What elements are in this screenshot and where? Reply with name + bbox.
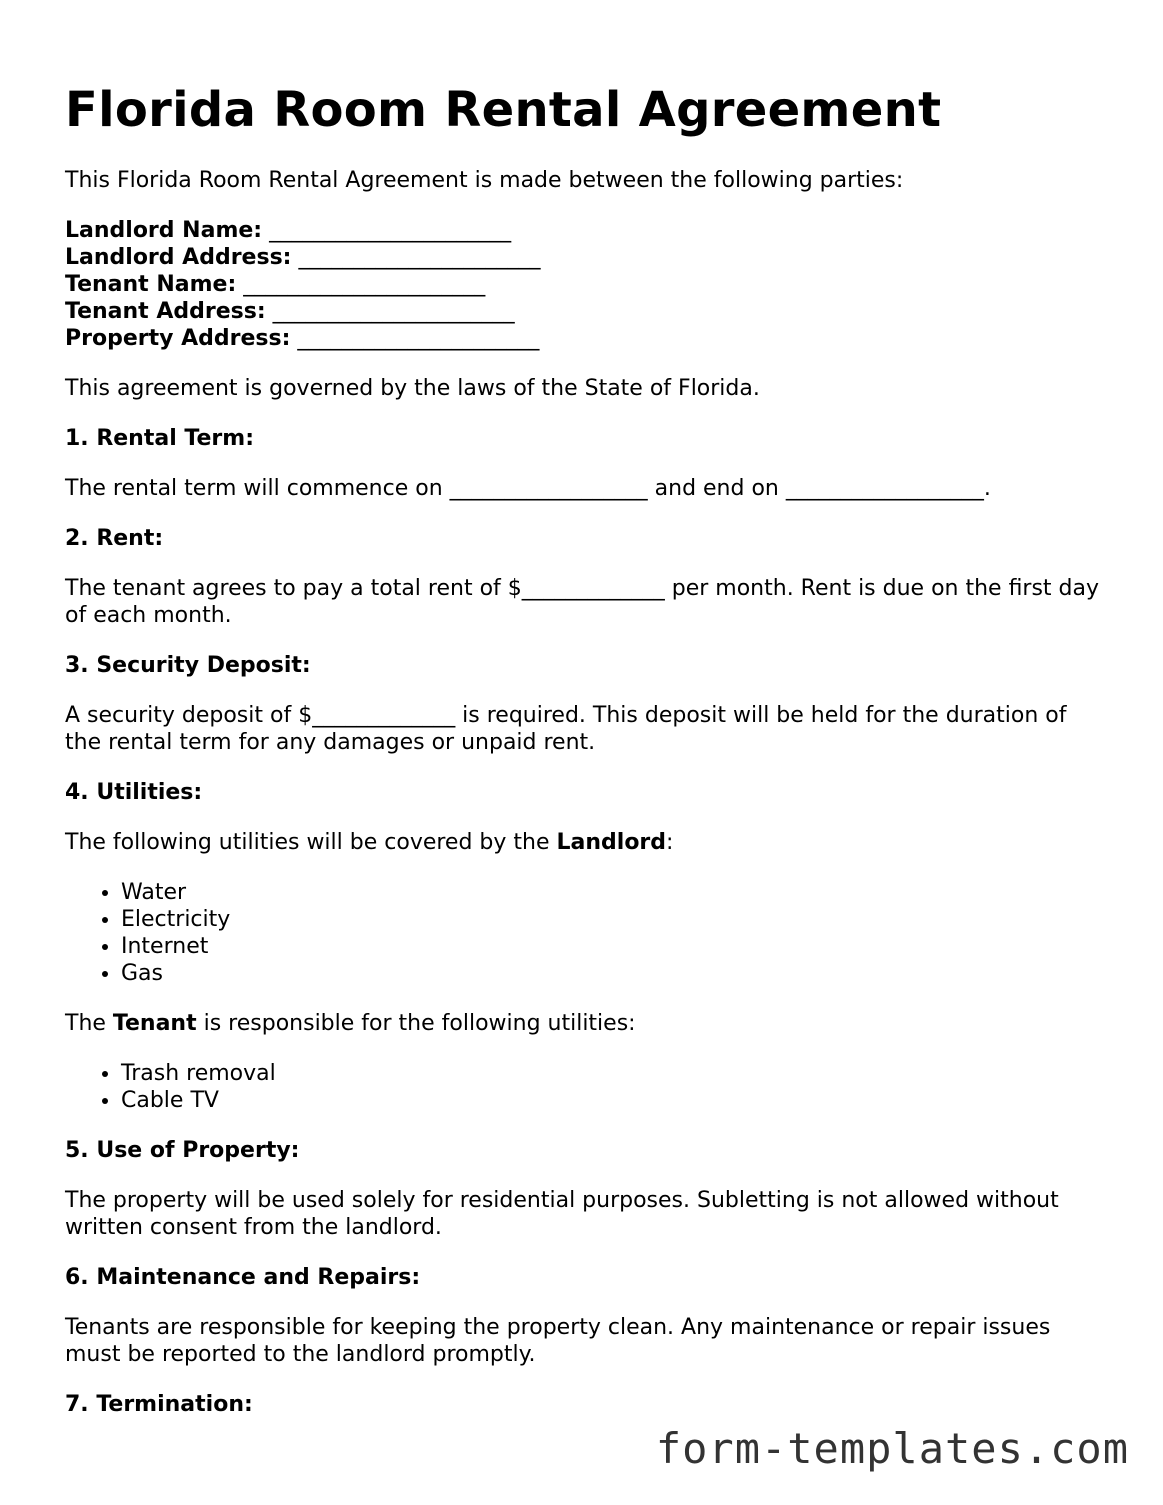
party-label: Landlord Address: xyxy=(65,245,292,270)
party-landlord-address xyxy=(65,244,1105,271)
list-item: • Gas xyxy=(121,960,1105,987)
utilities-tenant-bold: Tenant xyxy=(112,1011,197,1036)
utilities-landlord-intro xyxy=(65,829,1105,856)
watermark-text: form-templates.com xyxy=(655,1424,1129,1473)
section-heading-use-of-property: 5. Use of Property: xyxy=(65,1138,300,1163)
section-heading-rent: 2. Rent: xyxy=(65,526,164,551)
utilities-landlord-bold: Landlord xyxy=(556,830,667,855)
party-label: Property Address: xyxy=(65,326,291,351)
utilities-tenant-intro-before: The xyxy=(65,1011,113,1036)
section-body-rent: The tenant agrees to pay a total rent of $_____________ per month. Rent is due on the first day of each month. xyxy=(65,576,1100,628)
party-label: Landlord Name: xyxy=(65,218,263,243)
party-blank: ______________________ xyxy=(243,272,486,297)
utilities-tenant-intro-after: is responsible for the following utilities: xyxy=(196,1011,636,1036)
governing-law-text: This agreement is governed by the laws of the State of Florida. xyxy=(65,376,760,401)
section-heading-utilities: 4. Utilities: xyxy=(65,780,203,805)
section-heading-maintenance: 6. Maintenance and Repairs: xyxy=(65,1265,421,1290)
section-body-rental-term: The rental term will commence on __________________ and end on __________________. xyxy=(65,476,991,501)
section-body-security-deposit: A security deposit of $_____________ is required. This deposit will be held for the duration of the rental term for any damages or unpaid rent. xyxy=(65,703,1067,755)
party-blank: ______________________ xyxy=(297,326,540,351)
tenant-utilities-list xyxy=(65,1060,1105,1114)
list-item: • Internet xyxy=(121,933,1105,960)
parties-block xyxy=(65,217,1105,352)
party-blank: ______________________ xyxy=(269,218,512,243)
list-item: • Water xyxy=(121,879,1105,906)
party-blank: ______________________ xyxy=(298,245,541,270)
landlord-utilities-list xyxy=(65,879,1105,987)
party-tenant-address xyxy=(65,298,1105,325)
utilities-landlord-intro-after: : xyxy=(666,830,674,855)
section-heading-termination: 7. Termination: xyxy=(65,1392,253,1417)
party-tenant-name xyxy=(65,271,1105,298)
list-item: • Trash removal xyxy=(121,1060,1105,1087)
party-property-address xyxy=(65,325,1105,352)
list-item: • Electricity xyxy=(121,906,1105,933)
section-heading-security-deposit: 3. Security Deposit: xyxy=(65,653,311,678)
document-title: Florida Room Rental Agreement xyxy=(65,82,942,138)
section-heading-rental-term: 1. Rental Term: xyxy=(65,426,254,451)
document-page xyxy=(65,80,1105,1418)
list-item: • Cable TV xyxy=(121,1087,1105,1114)
utilities-landlord-intro-before: The following utilities will be covered by the xyxy=(65,830,557,855)
utilities-tenant-intro xyxy=(65,1010,1105,1037)
party-blank: ______________________ xyxy=(272,299,515,324)
party-label: Tenant Name: xyxy=(65,272,237,297)
party-label: Tenant Address: xyxy=(65,299,266,324)
section-body-maintenance: Tenants are responsible for keeping the property clean. Any maintenance or repair issues must be reported to the landlord promptly. xyxy=(65,1315,1051,1367)
section-body-use-of-property: The property will be used solely for residential purposes. Subletting is not allowed without written consent from the landlord. xyxy=(65,1188,1059,1240)
party-landlord-name xyxy=(65,217,1105,244)
intro-text: This Florida Room Rental Agreement is made between the following parties: xyxy=(65,168,904,193)
